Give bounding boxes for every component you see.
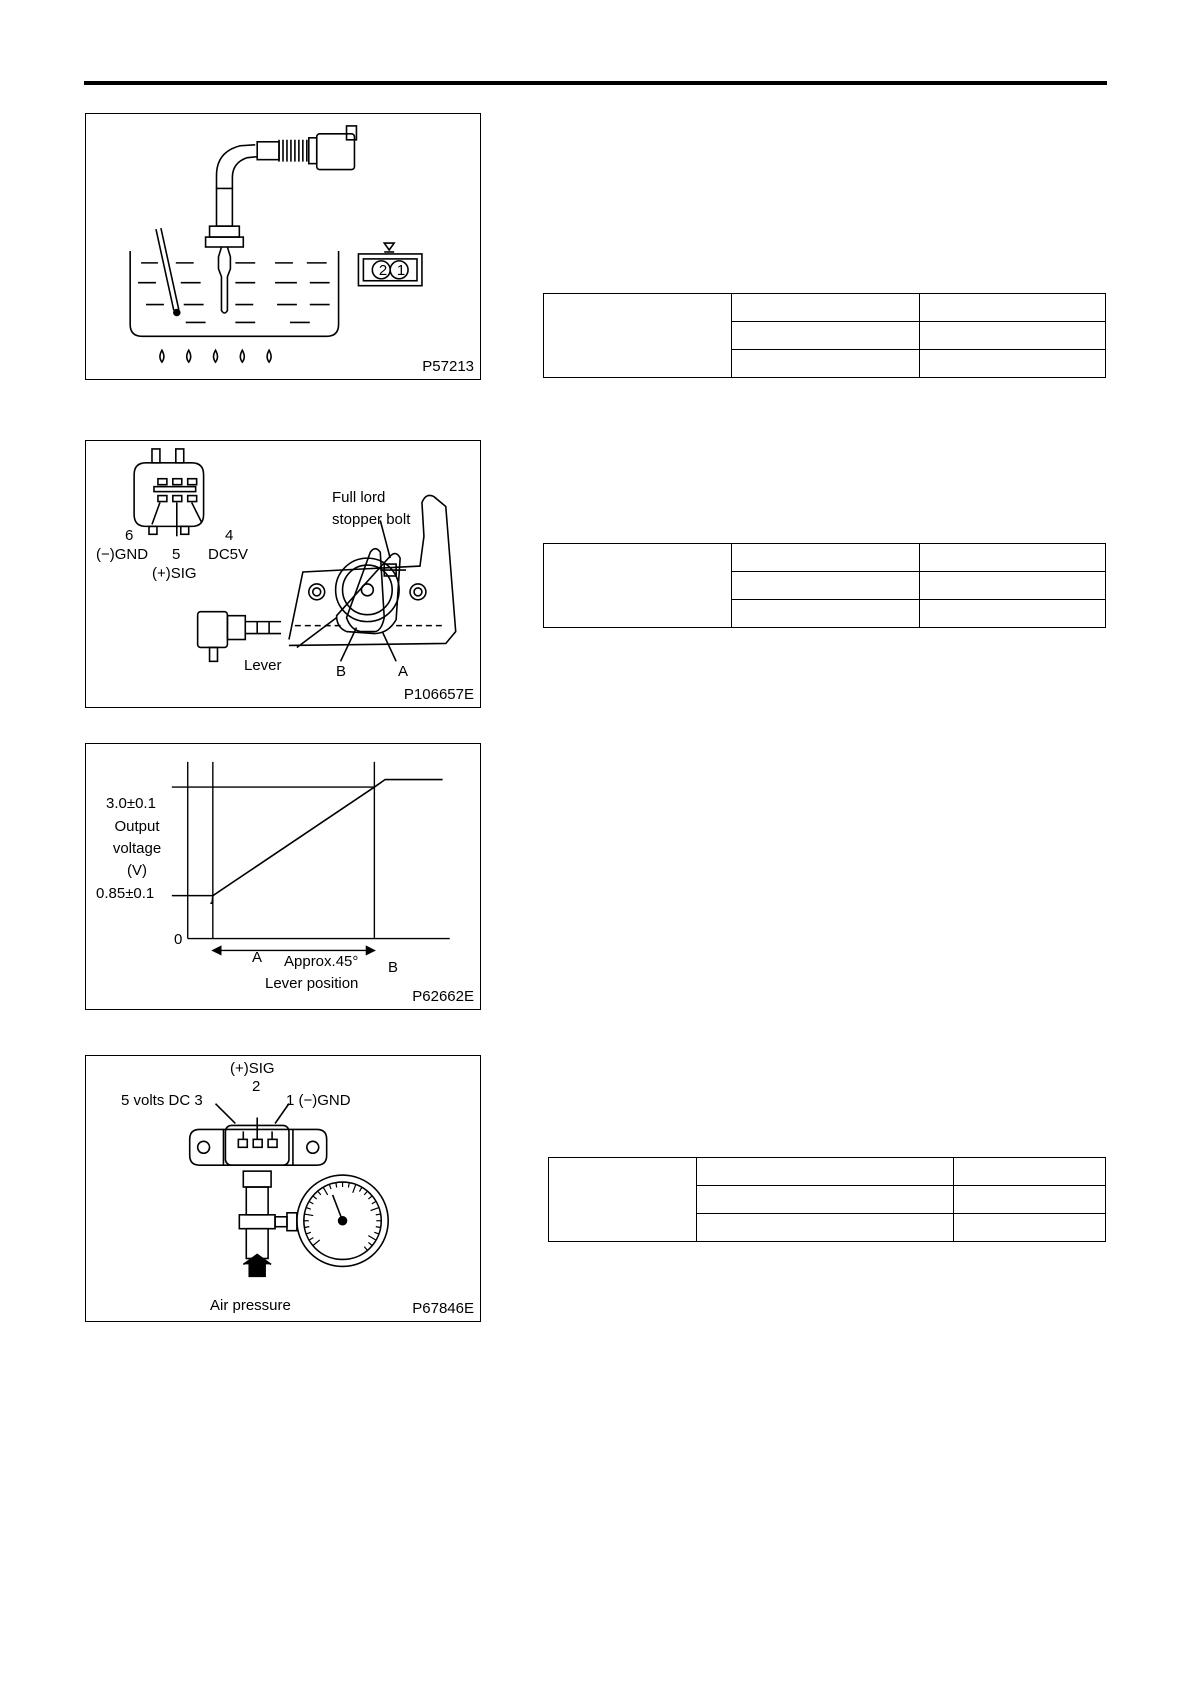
table-cell <box>954 1158 1106 1186</box>
table-cell <box>697 1158 954 1186</box>
table-cell <box>549 1158 697 1242</box>
pin-6-label: 6 <box>125 527 134 544</box>
gauge-tick <box>364 1191 367 1195</box>
figure-id: P62662E <box>412 988 474 1005</box>
figure-accelerator-sensor <box>85 440 481 708</box>
position-b-label: B <box>336 663 347 680</box>
spec-table-3 <box>548 1157 1106 1242</box>
figure-id: P106657E <box>403 686 474 703</box>
header-rule <box>84 81 1107 85</box>
position-a-label: A <box>398 663 409 680</box>
accelerator-sensor-drawing <box>86 441 480 707</box>
table-cell <box>920 572 1106 600</box>
figure-id: P57213 <box>422 358 474 375</box>
pin-1-label: 1 <box>396 262 406 279</box>
pin-2-label: 2 <box>378 262 388 279</box>
gnd-label: 1 (−)GND <box>286 1092 351 1109</box>
gauge-tick <box>318 1191 321 1195</box>
air-pressure-label: Air pressure <box>210 1297 291 1314</box>
table-row <box>544 294 1106 322</box>
y-axis-title-line1: Output <box>114 818 160 835</box>
gauge-tick <box>309 1201 313 1203</box>
gauge-tick <box>372 1201 376 1203</box>
gauge-tick <box>359 1187 361 1191</box>
gauge-tick <box>336 1183 337 1188</box>
gauge-tick <box>368 1196 372 1199</box>
table-cell <box>732 322 920 350</box>
temperature-sensor-drawing <box>86 114 480 379</box>
span-arrow-right-head <box>366 946 374 954</box>
table-cell <box>732 544 920 572</box>
gauge-tick <box>371 1208 379 1211</box>
table-cell <box>697 1186 954 1214</box>
figure-temperature-sensor <box>85 113 481 380</box>
gauge-tick <box>304 1227 309 1228</box>
gauge-tick <box>309 1238 313 1240</box>
stopper-bolt-label-line1: Full lord <box>332 489 386 506</box>
y-axis-title-line2: voltage <box>112 840 162 857</box>
gauge-tick <box>368 1236 376 1240</box>
spec-table-1 <box>543 293 1106 378</box>
spec-table-2 <box>543 543 1106 628</box>
gauge-tick <box>376 1214 381 1215</box>
gauge-tick <box>323 1187 327 1195</box>
gauge-tick <box>304 1214 313 1216</box>
gauge-tick <box>353 1184 356 1192</box>
pin-4-label: 4 <box>225 527 234 544</box>
gauge-tick <box>306 1208 311 1210</box>
table-cell <box>954 1214 1106 1242</box>
sig-label: (+)SIG <box>230 1060 275 1077</box>
span-arrow-left-head <box>213 946 221 954</box>
table-cell <box>697 1214 954 1242</box>
gnd-label: (−)GND <box>96 546 149 563</box>
table-cell <box>920 544 1106 572</box>
span-annotation: Approx.45° <box>284 953 359 970</box>
table-cell <box>732 572 920 600</box>
gauge-tick <box>313 1240 320 1246</box>
table-cell <box>920 350 1106 378</box>
gauge-tick <box>306 1232 311 1234</box>
table-cell <box>954 1186 1106 1214</box>
dc5v-label: DC5V <box>208 546 249 563</box>
gauge-tick <box>364 1247 367 1251</box>
table-cell <box>732 294 920 322</box>
sig-label: (+)SIG <box>152 565 197 582</box>
x-axis-title: Lever position <box>265 975 359 992</box>
x-marker-b: B <box>388 959 399 976</box>
pin-5-label: 5 <box>172 546 181 563</box>
gauge-tick <box>348 1183 349 1188</box>
x-marker-a: A <box>252 949 263 966</box>
gauge-tick <box>313 1196 317 1199</box>
figure-id: P67846E <box>412 1300 474 1317</box>
table-row <box>549 1158 1106 1186</box>
gauge-tick <box>329 1184 331 1189</box>
figure-voltage-chart <box>85 743 481 1010</box>
table-cell <box>544 294 732 378</box>
table-cell <box>920 322 1106 350</box>
table-cell <box>544 544 732 628</box>
figure-pressure-sensor <box>85 1055 481 1322</box>
table-cell <box>920 294 1106 322</box>
stopper-bolt-label-line2: stopper bolt <box>332 511 411 528</box>
5v-dc-label: 5 volts DC 3 <box>121 1092 203 1109</box>
table-cell <box>732 600 920 628</box>
pin-2-label: 2 <box>252 1078 261 1095</box>
output-voltage-line <box>210 780 442 904</box>
y-tick-zero: 0 <box>174 931 183 948</box>
gauge-tick <box>368 1242 372 1245</box>
gauge-tick <box>376 1227 381 1228</box>
y-tick-high: 3.0±0.1 <box>106 795 156 812</box>
y-axis-title-line3: (V) <box>127 862 147 879</box>
gauge-tick <box>374 1232 379 1234</box>
table-row <box>544 544 1106 572</box>
y-tick-low: 0.85±0.1 <box>96 885 155 902</box>
table-cell <box>732 350 920 378</box>
table-cell <box>920 600 1106 628</box>
lever-label: Lever <box>244 657 282 674</box>
